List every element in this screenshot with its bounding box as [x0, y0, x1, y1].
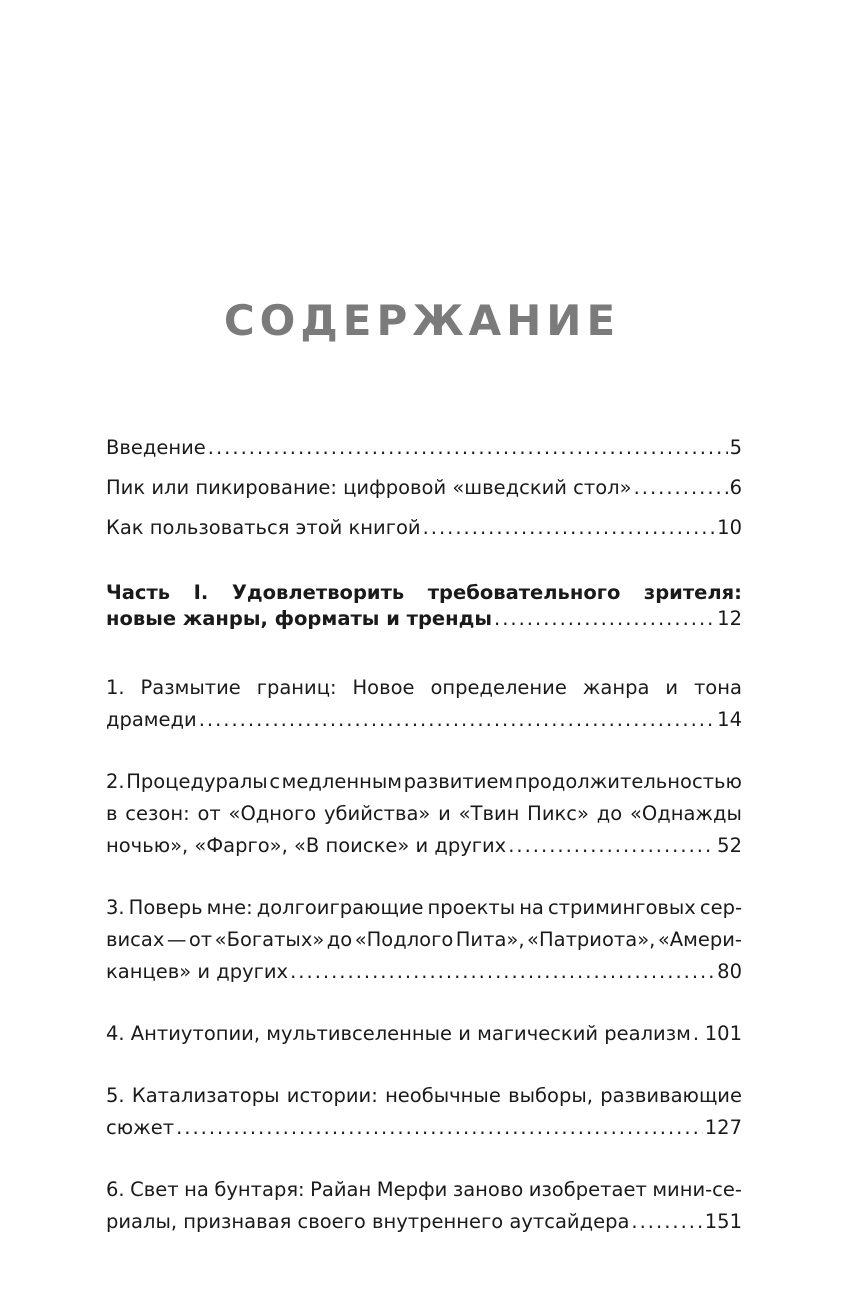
toc-entry-label: Пик или пикирование: цифровой «шведский стол» — [106, 476, 632, 499]
word: долгоиграющие — [256, 896, 424, 919]
toc-page-number: 6 — [729, 476, 742, 499]
word: 1. — [106, 676, 125, 699]
word: на — [184, 1178, 209, 1201]
word: на — [519, 896, 544, 919]
toc-page-number: 52 — [717, 834, 742, 857]
page-title: СОДЕРЖАНИЕ — [223, 296, 621, 345]
toc-part-1[interactable] — [106, 580, 742, 632]
toc-entry-label: Введение — [106, 436, 206, 459]
word: «Подлого — [354, 928, 454, 951]
word: жанра — [582, 676, 650, 699]
toc-chapter-line: сюжет — [106, 1116, 175, 1139]
toc-part-heading-line: новые жанры, форматы и тренды — [106, 607, 493, 630]
word: границ: — [256, 676, 337, 699]
word: выборы, — [508, 1084, 593, 1107]
toc-chapter-line: канцев» и других — [106, 960, 289, 983]
toc-page-number: 12 — [717, 607, 742, 630]
toc-entry-how-to-use[interactable] — [106, 512, 742, 544]
word: и — [665, 676, 679, 699]
toc-chapter-line — [106, 1080, 742, 1112]
toc-page-number: 5 — [729, 436, 742, 459]
toc-chapter-line: ночью», «Фарго», «В поиске» и других — [106, 834, 507, 857]
dot-leader — [176, 1112, 703, 1144]
word: до — [326, 928, 353, 951]
word: заново — [452, 1178, 524, 1201]
toc-chapter-line — [106, 1174, 742, 1206]
word: определение — [430, 676, 567, 699]
word: «Амери- — [657, 928, 742, 951]
toc-chapter-line — [106, 672, 742, 704]
word: «Патриота», — [527, 928, 656, 951]
toc-page-number: 127 — [704, 1116, 742, 1139]
word: сер- — [699, 896, 742, 919]
toc-entry-introduction[interactable] — [106, 432, 742, 464]
word: Пита», — [455, 928, 525, 951]
toc-chapter-line: драмеди — [106, 708, 197, 731]
word: развитием — [403, 770, 514, 793]
toc-chapter-line — [106, 924, 742, 956]
dot-leader — [290, 956, 715, 988]
word: Свет — [130, 1178, 179, 1201]
word: тона — [693, 676, 742, 699]
word: Катализаторы — [131, 1084, 280, 1107]
word: зрителя: — [643, 581, 742, 604]
word: 2. — [106, 770, 125, 793]
toc-chapter-line — [106, 892, 742, 924]
word: «Одного — [228, 802, 317, 825]
word: продолжительностью — [514, 770, 742, 793]
word: Процедуралы — [126, 770, 268, 793]
word: I. — [193, 581, 209, 604]
word: и — [438, 802, 451, 825]
toc-page-number: 10 — [717, 516, 742, 539]
word: в — [106, 802, 118, 825]
word: убийства» — [323, 802, 431, 825]
toc-chapter-line — [106, 766, 742, 798]
word: развивающие — [600, 1084, 742, 1107]
word: «Однажды — [629, 802, 742, 825]
word: истории: — [286, 1084, 378, 1107]
toc-page-number: 151 — [704, 1210, 742, 1233]
word: от — [197, 802, 221, 825]
word: от — [188, 928, 213, 951]
word: мне: — [206, 896, 253, 919]
word: до — [596, 802, 623, 825]
toc-chapter-4[interactable] — [106, 1018, 742, 1050]
word: требовательного — [427, 581, 621, 604]
dot-leader — [208, 432, 728, 464]
word: необычные — [385, 1084, 501, 1107]
dot-leader — [634, 472, 728, 504]
word: 5. — [106, 1084, 125, 1107]
word: Райан — [310, 1178, 372, 1201]
word: 3. — [106, 896, 125, 919]
word: медленным — [281, 770, 402, 793]
word: Поверь — [128, 896, 203, 919]
toc-page-number: 80 — [717, 960, 742, 983]
toc-chapter-6[interactable] — [106, 1174, 742, 1238]
toc-chapter-line: 4. Антиутопии, мультивселенные и магический реализм — [106, 1022, 691, 1045]
toc-chapter-line — [106, 798, 742, 830]
word: Удовлетворить — [231, 581, 405, 604]
word: сезон: — [125, 802, 190, 825]
toc-chapter-5[interactable] — [106, 1080, 742, 1144]
word: Размытие — [140, 676, 241, 699]
word: Пикс» — [527, 802, 589, 825]
word: проекты — [427, 896, 516, 919]
toc-chapter-line: риалы, признавая своего внутреннего аутсайдера — [106, 1210, 630, 1233]
word: — — [166, 928, 187, 951]
toc-page-number: 14 — [717, 708, 742, 731]
word: 6. — [106, 1178, 125, 1201]
word: «Богатых» — [214, 928, 325, 951]
word: Часть — [106, 581, 171, 604]
toc-entry-label: Как пользоваться этой книгой — [106, 516, 421, 539]
word: стриминговых — [547, 896, 696, 919]
toc-chapter-2[interactable] — [106, 766, 742, 862]
word: мини-се- — [652, 1178, 742, 1201]
dot-leader — [494, 606, 715, 632]
table-of-contents — [106, 432, 742, 1238]
dot-leader — [423, 512, 716, 544]
dot-leader — [199, 704, 715, 736]
word: изобретает — [528, 1178, 647, 1201]
toc-entry-peak[interactable] — [106, 472, 742, 504]
dot-leader — [693, 1018, 703, 1050]
word: с — [269, 770, 281, 793]
toc-chapter-3[interactable] — [106, 892, 742, 988]
toc-chapter-1[interactable] — [106, 672, 742, 736]
toc-page-number: 101 — [704, 1022, 742, 1045]
dot-leader — [631, 1206, 702, 1238]
toc-part-heading-line — [106, 580, 742, 606]
word: висах — [106, 928, 165, 951]
word: бунтаря: — [214, 1178, 305, 1201]
word: Новое — [352, 676, 415, 699]
dot-leader — [508, 830, 715, 862]
word: «Твин — [458, 802, 520, 825]
word: Мерфи — [376, 1178, 448, 1201]
